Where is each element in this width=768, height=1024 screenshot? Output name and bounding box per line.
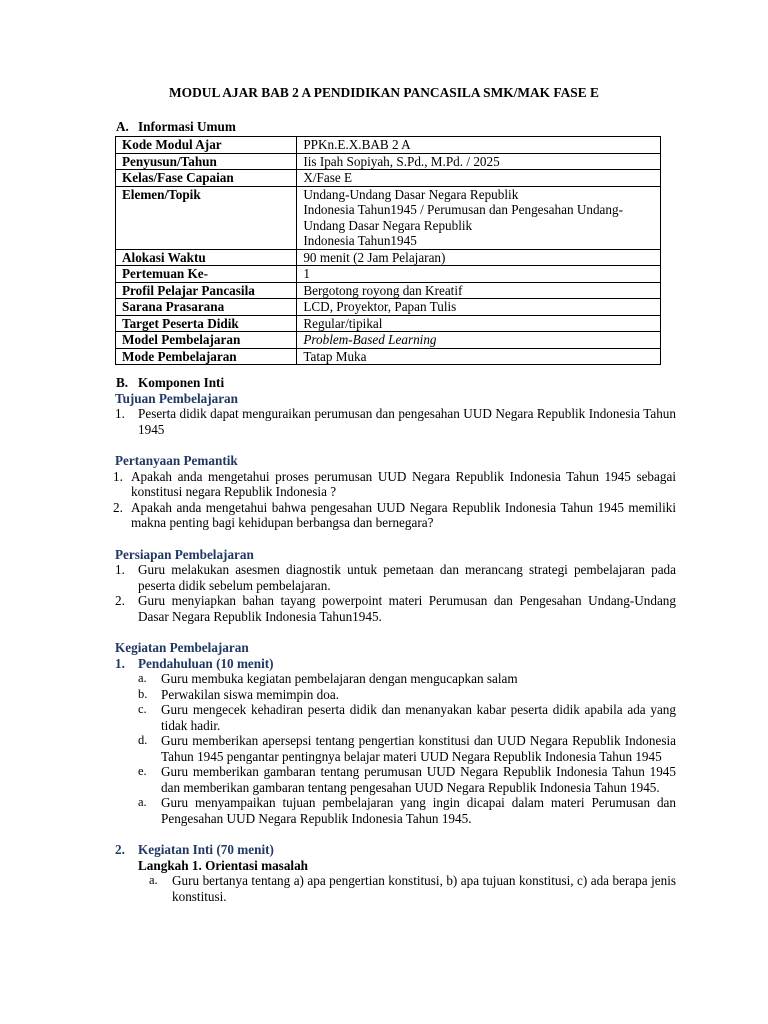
section-a-heading <box>116 119 236 135</box>
table-key: Kelas/Fase Capaian <box>116 170 297 187</box>
persiapan-heading: Persiapan Pembelajaran <box>115 546 254 562</box>
table-value: 1 <box>297 266 661 283</box>
langkah-list <box>149 873 676 904</box>
list-letter: a. <box>138 671 147 685</box>
list-number: 2. <box>115 842 125 857</box>
table-row <box>116 249 661 266</box>
table-row <box>116 315 661 332</box>
table-value: X/Fase E <box>297 170 661 187</box>
table-row <box>116 299 661 316</box>
list-text: Guru bertanya tentang a) apa pengertian konstitusi, b) apa tujuan konstitusi, c) ada berapa jenis konstitusi. <box>172 873 676 904</box>
list-item <box>138 733 676 764</box>
tujuan-heading: Tujuan Pembelajaran <box>115 390 238 406</box>
list-number: 2. <box>113 499 123 515</box>
table-row <box>116 186 661 249</box>
list-number: 1. <box>115 562 125 577</box>
table-key: Penyusun/Tahun <box>116 153 297 170</box>
list-text: Guru menyampaikan tujuan pembelajaran yang ingin dicapai dalam materi Perumusan dan Pengesahan UUD Negara Republik Indonesia Tahun 1945. <box>161 795 676 826</box>
list-item <box>138 764 676 795</box>
table-value: Tatap Muka <box>297 348 661 365</box>
list-item <box>115 562 676 593</box>
list-item <box>138 795 676 826</box>
list-number: 1. <box>115 655 125 671</box>
list-letter: c. <box>138 702 147 716</box>
table-value: 90 menit (2 Jam Pelajaran) <box>297 249 661 266</box>
table-row <box>116 266 661 283</box>
value-line: Indonesia Tahun1945 <box>303 233 417 248</box>
main-content <box>115 375 676 904</box>
pertanyaan-heading: Pertanyaan Pemantik <box>115 453 238 468</box>
list-item <box>115 593 676 624</box>
list-item <box>113 500 676 531</box>
list-text: Guru memberikan gambaran tentang perumusan UUD Negara Republik Indonesia Tahun 1945 dan memberikan gambaran tentang pengesahan UUD Negara Republik Indonesia Tahun 1945. <box>161 764 676 795</box>
pendahuluan-heading <box>115 656 676 672</box>
list-text: Guru memberikan apersepsi tentang pengertian konstitusi dan UUD Negara Republik Indonesia Tahun 1945 pengantar pentingnya belajar materi UUD Negara Republik Indonesia Tahun 1945 <box>161 733 676 764</box>
table-value: Problem-Based Learning <box>297 332 661 349</box>
table-row <box>116 170 661 187</box>
table-key: Sarana Prasarana <box>116 299 297 316</box>
table-row <box>116 332 661 349</box>
section-a-letter: A. <box>116 119 129 134</box>
section-a-label: Informasi Umum <box>138 119 236 134</box>
list-text: Pendahuluan (10 menit) <box>138 655 274 671</box>
list-number: 1. <box>115 406 125 421</box>
list-letter: b. <box>138 686 148 701</box>
section-b-heading <box>116 375 676 391</box>
value-line: Undang-Undang Dasar Negara Republik <box>303 186 519 202</box>
table-value: PPKn.E.X.BAB 2 A <box>297 137 661 154</box>
list-letter: e. <box>138 764 147 778</box>
langkah-heading: Langkah 1. Orientasi masalah <box>138 857 309 873</box>
table-key: Alokasi Waktu <box>116 249 297 266</box>
value-line: Undang Dasar Negara Republik <box>303 217 473 233</box>
table-row <box>116 348 661 365</box>
kegiatan-heading: Kegiatan Pembelajaran <box>115 640 249 655</box>
table-value: Iis Ipah Sopiyah, S.Pd., M.Pd. / 2025 <box>297 153 661 170</box>
table-key: Pertemuan Ke- <box>116 266 297 283</box>
table-key: Mode Pembelajaran <box>116 348 297 365</box>
table-value: Regular/tipikal <box>297 315 661 332</box>
table-row <box>116 137 661 154</box>
table-row <box>116 153 661 170</box>
list-text: Guru menyiapkan bahan tayang powerpoint materi Perumusan dan Pengesahan Undang-Undang Dasar Negara Republik Indonesia Tahun1945. <box>138 593 676 624</box>
list-text: Apakah anda mengetahui proses perumusan UUD Negara Republik Indonesia Tahun 1945 sebagai konstitusi negara Republik Indonesia ? <box>131 468 676 499</box>
section-b-letter: B. <box>116 375 129 390</box>
list-letter: d. <box>138 733 148 747</box>
list-item <box>113 469 676 500</box>
list-text: Kegiatan Inti (70 menit) <box>138 842 274 857</box>
list-text: Guru melakukan asesmen diagnostik untuk pemetaan dan merancang strategi pembelajaran pada peserta didik sebelum pembelajaran. <box>138 562 676 593</box>
list-number: 1. <box>113 468 123 484</box>
list-letter: a. <box>138 795 147 809</box>
list-item <box>138 687 676 703</box>
pendahuluan-list <box>138 671 676 826</box>
list-item <box>138 671 676 687</box>
list-number: 2. <box>115 593 125 608</box>
list-item <box>115 406 676 437</box>
table-key: Elemen/Topik <box>116 186 297 249</box>
list-text: Guru membuka kegiatan pembelajaran dengan mengucapkan salam <box>161 671 518 686</box>
table-key: Target Peserta Didik <box>116 315 297 332</box>
list-item <box>149 873 676 904</box>
info-table <box>115 136 661 365</box>
table-key: Kode Modul Ajar <box>116 137 297 154</box>
list-item <box>138 702 676 733</box>
table-key: Model Pembelajaran <box>116 332 297 349</box>
table-row <box>116 282 661 299</box>
list-text: Guru mengecek kehadiran peserta didik dan menanyakan kabar peserta didik apabila ada yang tidak hadir. <box>161 702 676 733</box>
table-value <box>297 186 661 249</box>
list-text: Peserta didik dapat menguraikan perumusan dan pengesahan UUD Negara Republik Indonesia Tahun 1945 <box>138 406 676 437</box>
kegiatan-inti-heading <box>115 842 676 858</box>
document-title: MODUL AJAR BAB 2 A PENDIDIKAN PANCASILA SMK/MAK FASE E <box>169 85 599 100</box>
table-value: Bergotong royong dan Kreatif <box>297 282 661 299</box>
list-text: Perwakilan siswa memimpin doa. <box>161 686 339 702</box>
list-letter: a. <box>149 873 158 887</box>
section-b-label: Komponen Inti <box>138 375 225 390</box>
value-line: Indonesia Tahun1945 / Perumusan dan Pengesahan Undang- <box>303 202 623 217</box>
table-value: LCD, Proyektor, Papan Tulis <box>297 299 661 316</box>
list-text: Apakah anda mengetahui bahwa pengesahan UUD Negara Republik Indonesia Tahun 1945 memiliki makna penting bagi kehidupan berbangsa dan bernegara? <box>131 499 676 530</box>
table-key: Profil Pelajar Pancasila <box>116 282 297 299</box>
